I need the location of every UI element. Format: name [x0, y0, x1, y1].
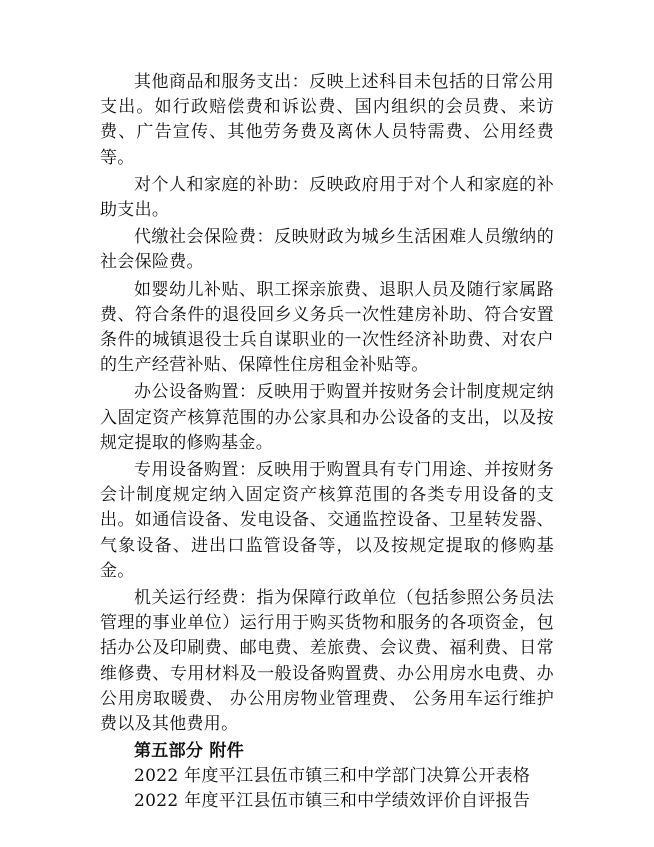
paragraph-other-goods-services: 其他商品和服务支出：反映上述科目未包括的日常公用支出。如行政赔偿费和诉讼费、国内组织的会员费、来访费、广告宣传、其他劳务费及离休人员特需费、公用经费等。 [100, 72, 554, 168]
paragraph-subsidy-examples: 如婴幼儿补贴、职工探亲旅费、退职人员及随行家属路费、符合条件的退役回乡义务兵一次性建房补助、符合安置条件的城镇退役士兵自谋职业的一次性经济补助费、对农户的生产经营补贴、保障性住房租金补贴等。 [100, 279, 554, 376]
paragraph-office-equipment: 办公设备购置：反映用于购置并按财务会计制度规定纳入固定资产核算范围的办公家具和办公设备的支出，以及按规定提取的修购基金。 [100, 382, 554, 453]
paragraph-special-equipment: 专用设备购置：反映用于购置具有专门用途、并按财务会计制度规定纳入固定资产核算范围的各类专用设备的支出。如通信设备、发电设备、交通监控设备、卫星转发器、气象设备、进出口监管设备等，以及按规定提取的修购基金。 [100, 460, 554, 581]
section-heading: 第五部分 附件 [134, 741, 245, 762]
attachment-item: 2022 年度平江县伍市镇三和中学绩效评价自评报告 [134, 791, 531, 812]
paragraph-operating-expenses: 机关运行经费：指为保障行政单位（包括参照公务员法管理的事业单位）运行用于购买货物和服务的各项资金，包括办公及印刷费、邮电费、差旅费、会议费、福利费、日常维修费、专用材料及一般设备购置费、办公用房水电费、办公用房取暖费、 办公用房物业管理费、 公务用车运行维护费以及其他费用。 [100, 588, 554, 735]
paragraph-social-insurance: 代缴社会保险费：反映财政为城乡生活困难人员缴纳的社会保险费。 [100, 227, 554, 273]
attachment-item: 2022 年度平江县伍市镇三和中学部门决算公开表格 [134, 766, 531, 787]
paragraph-household-subsidy: 对个人和家庭的补助：反映政府用于对个人和家庭的补助支出。 [100, 174, 554, 221]
